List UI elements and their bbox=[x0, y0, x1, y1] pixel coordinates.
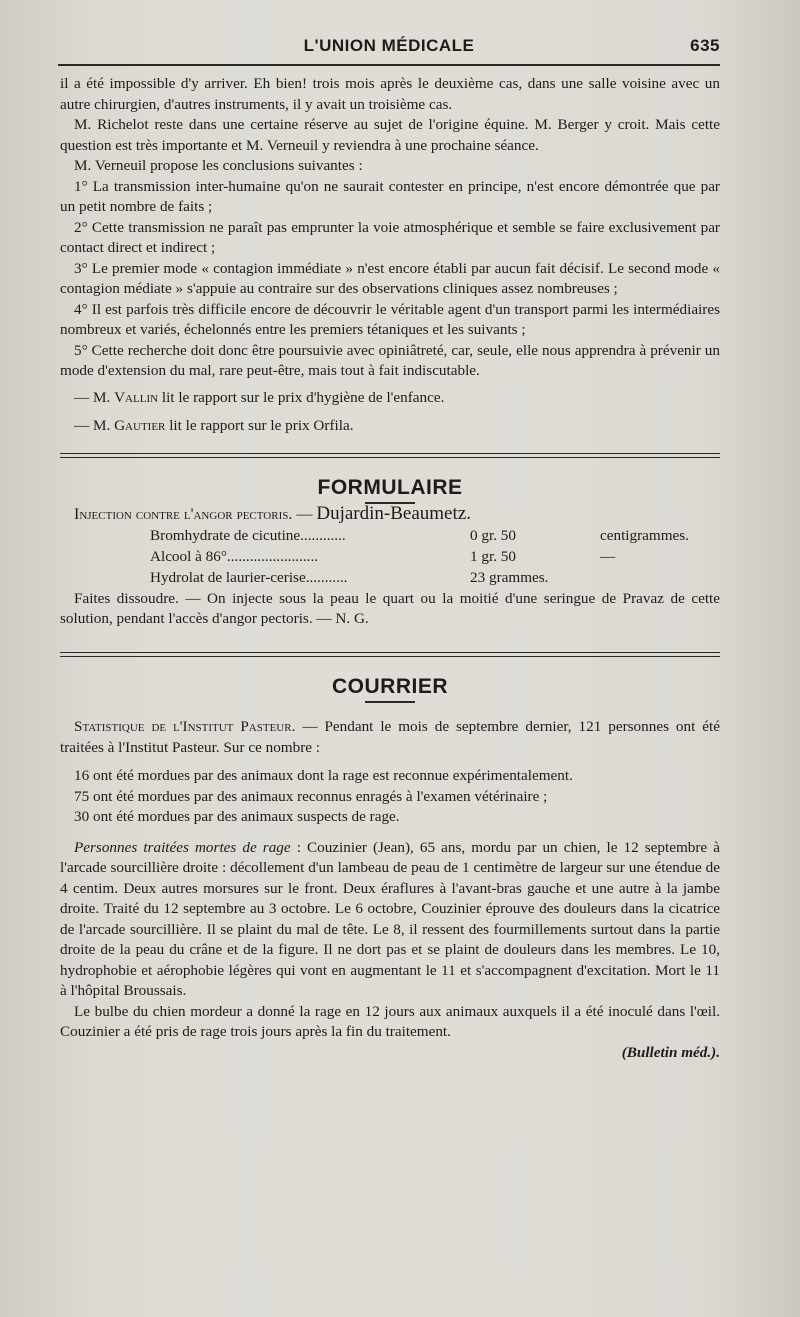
section-title-formulaire: FORMULAIRE bbox=[317, 475, 463, 499]
header-rule bbox=[58, 64, 720, 66]
paragraph-richelot: M. Richelot reste dans une certaine réserve au sujet de l'origine équine. M. Berger y croit. Mais cette question est très importante et M. Verneuil y reviendra à une prochaine séance. bbox=[60, 116, 720, 154]
ingredient-unit: centigrammes. bbox=[600, 526, 689, 544]
dash-text: — M. bbox=[74, 417, 115, 434]
ingredient-name: Bromhydrate de cicutine............ bbox=[150, 526, 346, 544]
recipe-row bbox=[150, 526, 720, 547]
page-number: 635 bbox=[690, 36, 720, 55]
ingredient-dose: 23 grammes. bbox=[470, 568, 549, 586]
page-header bbox=[58, 30, 720, 60]
paragraph-continuation: il a été impossible d'y arriver. Eh bien! trois mois après le deuxième cas, dans une salle voisine avec un autre chirurgien, d'autres instruments, il y avait un troisième cas. bbox=[60, 75, 720, 113]
gautier-text: lit le rapport sur le prix Orfila. bbox=[165, 417, 354, 434]
recipe-row bbox=[150, 547, 720, 568]
conclusion-5: 5° Cette recherche doit donc être poursuivie avec opiniâtreté, car, seule, elle nous apprendra à prévenir un mode d'extension du mal, rare peut-être, mais tout à fait indiscutable. bbox=[60, 341, 720, 379]
dash-text: — M. bbox=[74, 388, 115, 406]
paragraph-vallin bbox=[60, 388, 720, 409]
statistique-label: Statistique de l'Institut Pasteur. bbox=[74, 718, 296, 735]
recipe-row bbox=[150, 568, 720, 589]
conclusion-4: 4° Il est parfois très difficile encore de découvrir le véritable agent d'un transport parmi les intermédiaires nombreux et variés, échelonnés entre les premiers tétaniques et les suivants ; bbox=[60, 300, 720, 338]
ingredient-name: Hydrolat de laurier-cerise........... bbox=[150, 568, 348, 586]
ingredient-unit: — bbox=[600, 547, 616, 565]
paragraph-statistique bbox=[60, 717, 720, 758]
deaths-text: : Couzinier (Jean), 65 ans, mordu par un chien, le 12 septembre à l'arcade sourcillière droite : décollement d'un lambeau de peau de 1 centimètre de largeur sur une étendue de 4 centim. Deux autres morsures sur le front. Deux éraflures à l'avant-bras gauche et une autre à la jambe droite. Traité du 12 septembre au 3 octobre. Le 6 octobre, Couzinier éprouve des douleurs dans la cicatrice de l'arcade sourcillière. Il se plaint du mal de tête. Le 8, il ressent des fourmillements surtout dans la partie droite de la peau du crâne et de la figure. Il ne dort pas et se plaint de douleurs dans les membres. Le 10, hydrophobie et aérophobie légères qui vont en augmentant le 11 et s'accompagnent d'excitation. Mort le 11 à l'hôpital Broussais. bbox=[60, 838, 720, 999]
formula-instructions: Faites dissoudre. — On injecte sous la peau le quart ou la moitié d'une seringue de Pravaz de cette solution, pendant l'accès d'angor pectoris. — N. G. bbox=[60, 589, 720, 627]
conclusion-3: 3° Le premier mode « contagion immédiate » n'est encore établi par aucun fait décisif. Le second mode « contagion médiate » s'appuie au contraire sur des observations cliniques assez nombreuses ; bbox=[60, 259, 720, 297]
formula-heading bbox=[60, 504, 720, 526]
statistique-text: — Pendant le mois de septembre dernier, 121 personnes ont été traitées à l'Institut Pasteur. Sur ce nombre : bbox=[60, 718, 720, 756]
journal-title: L'UNION MÉDICALE bbox=[303, 36, 475, 55]
paragraph-gautier bbox=[60, 416, 720, 437]
title-underline bbox=[365, 701, 415, 703]
deaths-label: Personnes traitées mortes de rage bbox=[74, 838, 291, 856]
paragraph-verneuil-intro: M. Verneuil propose les conclusions suivantes : bbox=[74, 157, 363, 174]
ingredient-name: Alcool à 86°........................ bbox=[150, 547, 319, 565]
paragraph-deaths bbox=[60, 838, 720, 1002]
recipe-list bbox=[150, 526, 720, 589]
formula-author: Dujardin-Beaumetz. bbox=[316, 503, 471, 524]
list-item: 30 ont été mordues par des animaux suspects de rage. bbox=[74, 808, 400, 825]
formula-name: Injection contre l'angor pectoris. bbox=[74, 506, 293, 523]
list-item: 16 ont été mordues par des animaux dont la rage est reconnue expérimentalement. bbox=[74, 767, 573, 784]
ingredient-dose: 0 gr. 50 bbox=[470, 526, 516, 544]
vallin-text: lit le rapport sur le prix d'hygiène de l'enfance. bbox=[158, 388, 445, 406]
name-gautier: Gautier bbox=[114, 417, 166, 434]
conclusion-2: 2° Cette transmission ne paraît pas emprunter la voie atmosphérique et semble se faire exclusivement par contact direct et indirect ; bbox=[60, 218, 720, 256]
ingredient-dose: 1 gr. 50 bbox=[470, 547, 516, 565]
paragraph-final: Le bulbe du chien mordeur a donné la rage en 12 jours aux animaux auxquels il a été inoculé dans l'œil. Couzinier a été pris de rage trois jours après la fin du traitement. bbox=[60, 1002, 720, 1040]
section-title-courrier: COURRIER bbox=[331, 674, 448, 698]
source-citation: (Bulletin méd.). bbox=[621, 1043, 720, 1061]
list-item: 75 ont été mordues par des animaux reconnus enragés à l'examen vétérinaire ; bbox=[74, 787, 548, 805]
article-body bbox=[60, 74, 720, 1063]
conclusion-1: 1° La transmission inter-humaine qu'on ne saurait contester en principe, n'est encore démontrée que par un petit nombre de faits ; bbox=[60, 177, 720, 215]
statistics-list bbox=[60, 766, 720, 828]
name-vallin: Vallin bbox=[114, 388, 159, 406]
dash-text: — bbox=[292, 506, 317, 523]
